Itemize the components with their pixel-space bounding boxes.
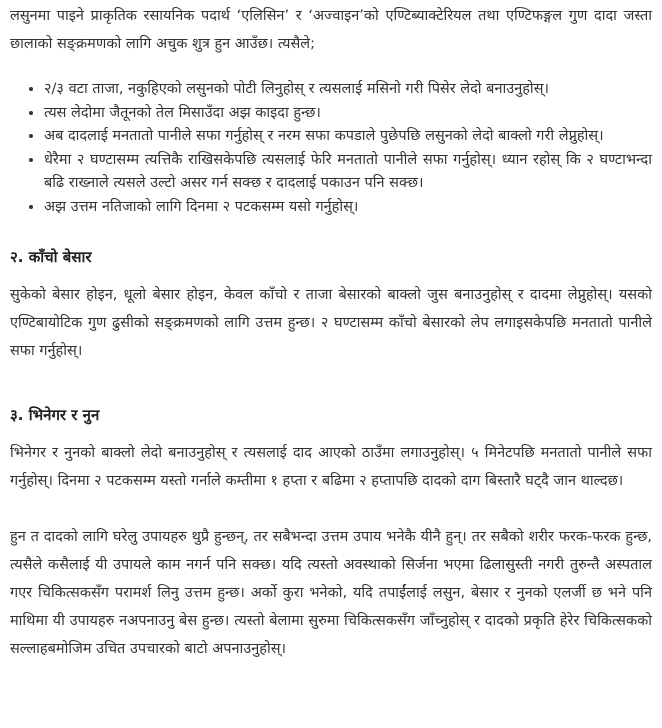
section-heading-turmeric: २. काँचो बेसार <box>10 248 92 266</box>
vinegar-salt-paragraph: भिनेगर र नुनको बाक्लो लेदो बनाउनुहोस् र त्यसलाई दाद आएको ठाउँमा लगाउनुहोस्। ५ मिनेटपछि मनतातो पानीले सफा गर्नुहोस्। दिनमा २ पटकसम्म यस्तो गर्नाले कम्तीमा १ हप्ता र बढिमा २ हप्तापछि दादको दाग बिस्तारै घट्दै जान थाल्दछ। <box>10 445 652 489</box>
turmeric-paragraph: सुकेको बेसार होइन, धूलो बेसार होइन, केवल काँचो र ताजा बेसारको बाक्लो जुस बनाउनुहोस् र दादमा लेप्नुहोस्। यसको एण्टिबायोटिक गुण ढुसीको सङ्क्रमणको लागि उत्तम हुन्छ। २ घण्टासम्म काँचो बेसारको लेप लगाइसकेपछि मनतातो पानीले सफा गर्नुहोस्। <box>10 287 652 359</box>
list-item: • त्यस लेदोमा जैतूनको तेल मिसाउँदा अझ काइदा हुन्छ। <box>44 102 652 126</box>
section-heading-vinegar-salt: ३. भिनेगर र नुन <box>10 406 100 424</box>
list-item: • अझ उत्तम नतिजाको लागि दिनमा २ पटकसम्म यसो गर्नुहोस्। <box>44 196 652 220</box>
list-item: • धेरैमा २ घण्टासम्म त्यत्तिकै राखिसकेपछि त्यसलाई फेरि मनतातो पानीले सफा गर्नुहोस्। ध्यान रहोस् कि २ घण्टाभन्दा बढि राख्नाले त्यसले उल्टो असर गर्न सक्छ र दादलाई पकाउन पनि सक्छ। <box>44 149 652 196</box>
conclusion-paragraph: हुन त दादको लागि घरेलु उपायहरु थुप्रै हुन्छन्, तर सबैभन्दा उत्तम उपाय भनेकै यीनै हुन्। तर सबैको शरीर फरक-फरक हुन्छ, त्यसैले कसैलाई यी उपायले काम नगर्न पनि सक्छ। यदि त्यस्तो अवस्थाको सिर्जना भएमा ढिलासुस्ती नगरी तुरुन्तै अस्पताल गएर चिकित्सकसँग परामर्श लिनु उत्तम हुन्छ। अर्को कुरा भनेको, यदि तपाईंलाई लसुन, बेसार र नुनको एलर्जी छ भने पनि माथिमा यी उपायहरु नअपनाउनु बेस हुन्छ। त्यस्तो बेलामा सुरुमा चिकित्सकसँग जाँच्नुहोस् र दादको प्रकृति हेरेर चिकित्सकको सल्लाहबमोजिम उचित उपचारको बाटो अपनाउनुहोस्। <box>10 529 652 657</box>
intro-paragraph: लसुनमा पाइने प्राकृतिक रसायनिक पदार्थ ‘एलिसिन’ र ‘अज्वाइन’को एण्टिब्याक्टेरियल तथा एण्टिफङ्गल गुण दादा जस्ता छालाको सङ्क्रमणको लागि अचुक शुत्र हुन आउँछ। त्यसैले; <box>10 8 652 52</box>
list-item: • अब दादलाई मनतातो पानीले सफा गर्नुहोस् र नरम सफा कपडाले पुछेपछि लसुनको लेदो बाक्लो गरी लेप्नुहोस्। <box>44 125 652 149</box>
garlic-steps-list <box>10 78 652 219</box>
list-item: • २/३ वटा ताजा, नकुहिएको लसुनको पोटी लिनुहोस् र त्यसलाई मसिनो गरी पिसेर लेदो बनाउनुहोस्। <box>44 78 652 102</box>
